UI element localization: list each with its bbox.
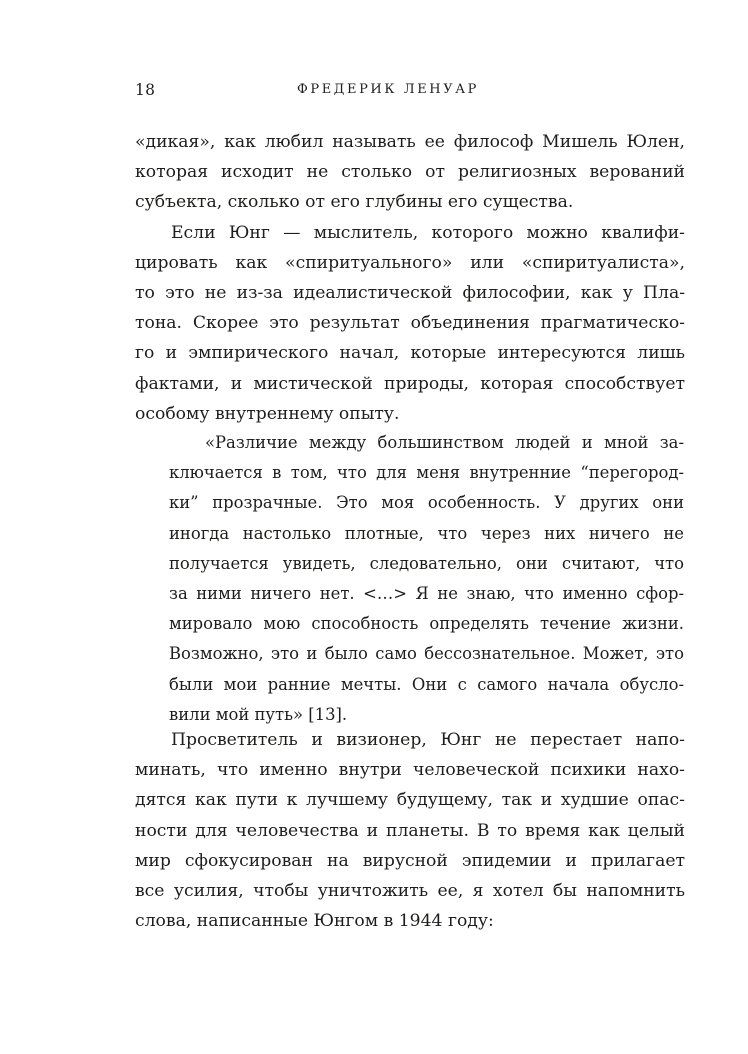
text-line: мир сфокусирован на вирусной эпидемии и прилагает [135, 850, 685, 871]
quote-line: за ними ничего нет. <…> Я не знаю, что именно сфор- [169, 583, 684, 603]
page-number: 18 [135, 81, 156, 99]
text-line: все усилия, чтобы уничтожить ее, я хотел бы напомнить [135, 880, 685, 901]
quote-line: мировало мою способность определять течение жизни. [169, 614, 684, 634]
text-line: фактами, и мистической природы, которая способствует [135, 373, 685, 394]
text-line: особому внутреннему опыту. [135, 403, 400, 424]
quote-line: ки” прозрачные. Это моя особенность. У других они [169, 493, 684, 513]
text-line: «дикая», как любил называть ее философ Мишель Юлен, [135, 132, 685, 152]
paragraph-1 [135, 127, 685, 429]
text-line: Если Юнг — мыслитель, которого можно квалифи- [171, 222, 685, 243]
text-line: то это не из-за идеалистической философии, как у Пла- [135, 282, 685, 303]
text-line: ности для человечества и планеты. В то время как целый [135, 820, 685, 841]
quote-line: получается увидеть, следовательно, они считают, что [169, 553, 684, 573]
text-line: цировать как «спиритуального» или «спиритуалиста», [135, 252, 685, 273]
page-header [135, 79, 613, 103]
text-line: Просветитель и визионер, Юнг не перестает напо- [171, 730, 685, 750]
text-line: дятся как пути к лучшему будущему, так и худшие опас- [135, 790, 685, 811]
quote-line: были мои ранние мечты. Они с самого начала обусло- [169, 674, 684, 694]
quote-line: вили мой путь» [13]. [169, 704, 348, 724]
block-quote [169, 428, 684, 730]
text-line: слова, написанные Юнгом в 1944 году: [135, 911, 494, 932]
quote-line: иногда настолько плотные, что через них ничего не [169, 523, 684, 543]
running-head: ФРЕДЕРИК ЛЕНУАР [296, 82, 480, 97]
text-line: тона. Скорее это результат объединения прагматическо- [135, 313, 685, 334]
text-line: го и эмпирического начал, которые интересуются лишь [135, 343, 685, 364]
text-line: которая исходит не столько от религиозных верований [135, 162, 685, 183]
text-line: субъекта, сколько от его глубины его существа. [135, 192, 574, 213]
paragraph-2 [135, 725, 685, 936]
text-line: минать, что именно внутри человеческой психики нахо- [135, 760, 685, 781]
quote-line: ключается в том, что для меня внутренние “перегород- [169, 463, 684, 483]
quote-line: Возможно, это и было само бессознательное. Может, это [169, 644, 684, 664]
quote-line: «Различие между большинством людей и мной за- [205, 433, 684, 452]
